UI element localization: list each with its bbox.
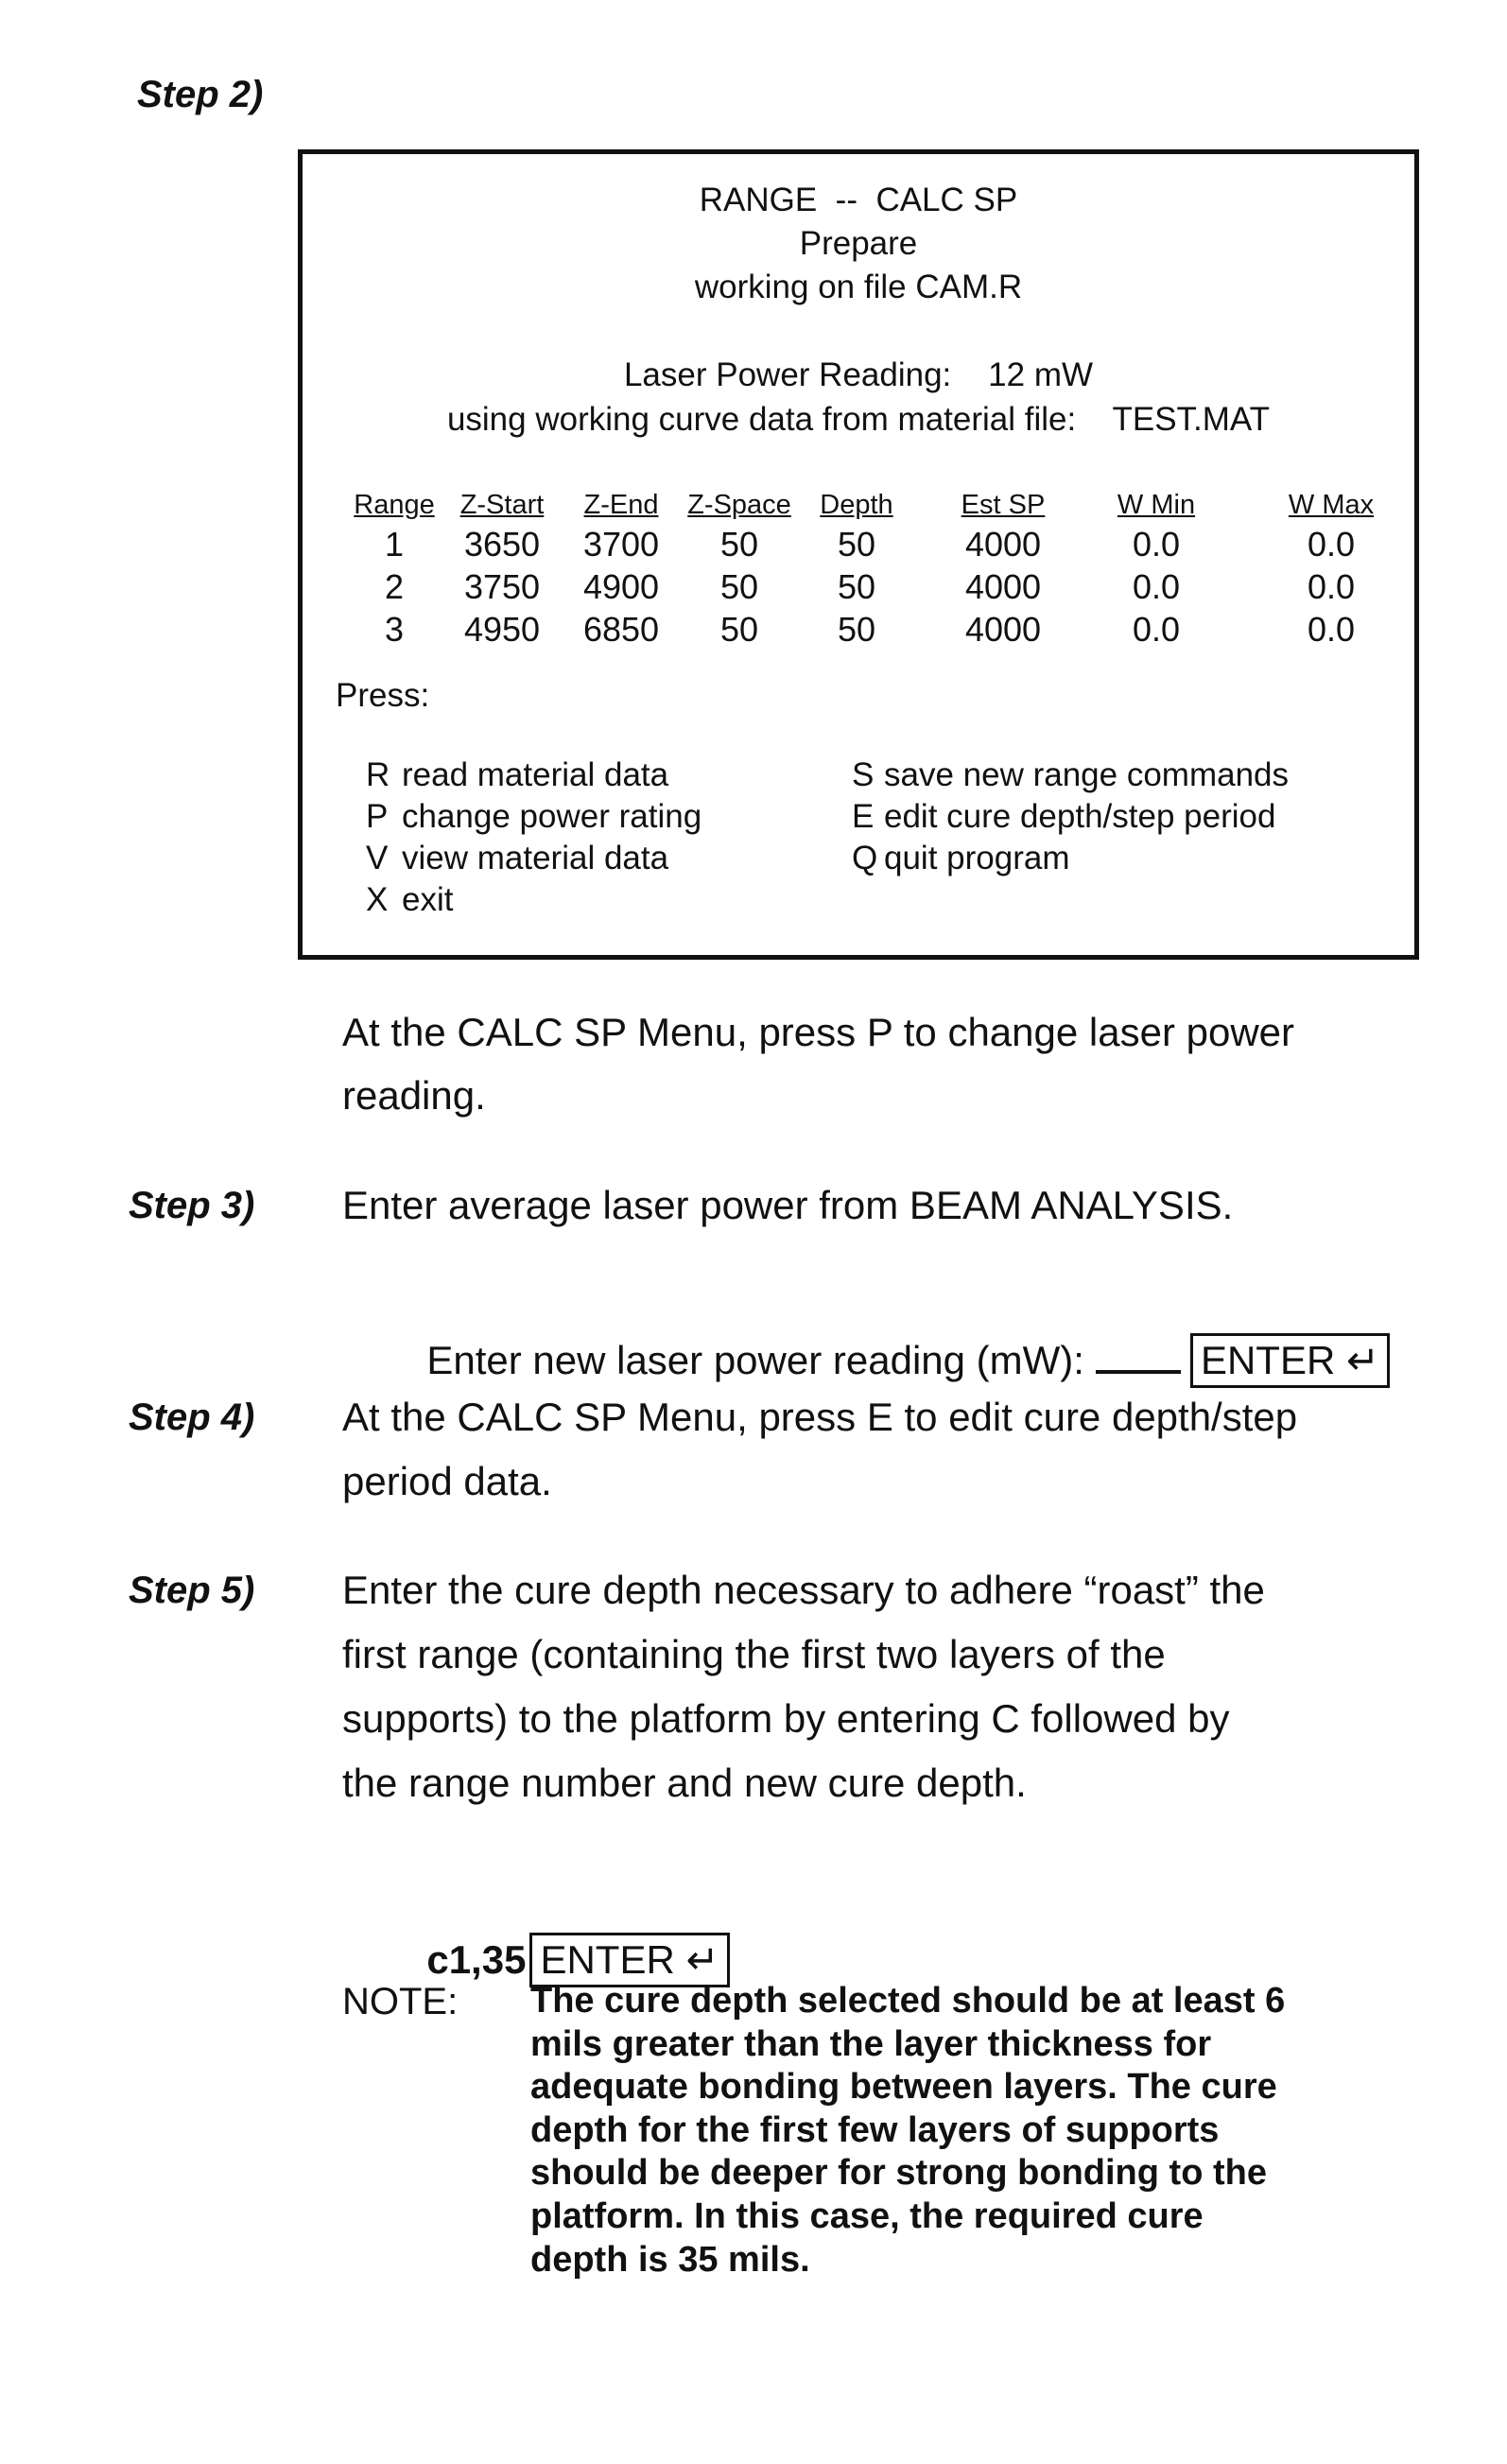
calc-sp-screen — [298, 149, 1419, 960]
menu-key[interactable]: X — [366, 880, 388, 920]
table-cell: 4950 — [464, 610, 540, 650]
enter-key[interactable]: ENTER ↵ — [529, 1933, 729, 1987]
step2-instruction-line2: reading. — [342, 1072, 486, 1119]
table-cell: 0.0 — [1133, 610, 1180, 650]
press-label: Press: — [336, 676, 429, 716]
menu-key[interactable]: Q — [852, 839, 877, 878]
screen-file-line: working on file CAM.R — [303, 268, 1414, 307]
table-cell: 4000 — [965, 567, 1041, 607]
step3-instruction: Enter average laser power from BEAM ANALYSIS. — [342, 1182, 1233, 1229]
material-file-line: using working curve data from material file: TEST.MAT — [303, 400, 1414, 440]
table-cell: 50 — [838, 610, 875, 650]
menu-item-label[interactable]: edit cure depth/step period — [884, 797, 1275, 837]
table-cell: 50 — [838, 567, 875, 607]
menu-item-label[interactable]: read material data — [402, 755, 668, 795]
note-line: adequate bonding between layers. The cure — [530, 2066, 1277, 2109]
column-header: Depth — [820, 489, 892, 521]
table-cell: 0.0 — [1308, 567, 1355, 607]
column-header: Z-End — [584, 489, 659, 521]
step5-line: the range number and new cure depth. — [342, 1760, 1027, 1807]
menu-item-label[interactable]: quit program — [884, 839, 1069, 878]
step2-instruction-line1: At the CALC SP Menu, press P to change laser power — [342, 1009, 1294, 1056]
column-header: W Max — [1289, 489, 1374, 521]
column-header: Est SP — [961, 489, 1046, 521]
table-cell: 1 — [385, 525, 404, 564]
table-cell: 4000 — [965, 610, 1041, 650]
step-3-label: Step 3) — [129, 1183, 254, 1228]
table-cell: 50 — [720, 567, 758, 607]
menu-item-label[interactable]: change power rating — [402, 797, 702, 837]
table-cell: 3 — [385, 610, 404, 650]
note-line: depth is 35 mils. — [530, 2239, 810, 2282]
step5-line: Enter the cure depth necessary to adhere “roast” the — [342, 1567, 1265, 1614]
screen-title: RANGE -- CALC SP — [303, 181, 1414, 220]
step-5-label: Step 5) — [129, 1568, 254, 1613]
command-entry — [405, 1885, 730, 1987]
table-cell: 4900 — [583, 567, 659, 607]
laser-power-prompt — [405, 1286, 1390, 1388]
table-cell: 50 — [720, 610, 758, 650]
table-cell: 0.0 — [1308, 525, 1355, 564]
step4-line1: At the CALC SP Menu, press E to edit cure depth/step — [342, 1394, 1297, 1441]
table-cell: 4000 — [965, 525, 1041, 564]
step4-line2: period data. — [342, 1458, 552, 1505]
note-line: depth for the first few layers of supports — [530, 2109, 1219, 2153]
menu-key[interactable]: R — [366, 755, 390, 795]
table-cell: 0.0 — [1308, 610, 1355, 650]
menu-item-label[interactable]: view material data — [402, 839, 668, 878]
enter-key[interactable]: ENTER ↵ — [1190, 1333, 1390, 1388]
table-cell: 0.0 — [1133, 525, 1180, 564]
column-header: W Min — [1117, 489, 1195, 521]
menu-key[interactable]: E — [852, 797, 874, 837]
table-cell: 6850 — [583, 610, 659, 650]
table-cell: 3650 — [464, 525, 540, 564]
menu-item-label[interactable]: save new range commands — [884, 755, 1289, 795]
table-cell: 50 — [838, 525, 875, 564]
command-text: c1,35 — [426, 1937, 526, 1982]
table-cell: 50 — [720, 525, 758, 564]
note-line: mils greater than the layer thickness for — [530, 2023, 1211, 2067]
note-line: should be deeper for strong bonding to the — [530, 2152, 1267, 2195]
step-2-label: Step 2) — [137, 72, 263, 117]
note-line: platform. In this case, the required cure — [530, 2195, 1204, 2239]
menu-item-label[interactable]: exit — [402, 880, 453, 920]
column-header: Range — [354, 489, 434, 521]
screen-subtitle: Prepare — [303, 224, 1414, 264]
step5-line: supports) to the platform by entering C followed by — [342, 1695, 1229, 1743]
table-cell: 0.0 — [1133, 567, 1180, 607]
table-cell: 2 — [385, 567, 404, 607]
menu-key[interactable]: P — [366, 797, 388, 837]
power-input-blank[interactable] — [1096, 1338, 1181, 1374]
column-header: Z-Space — [687, 489, 791, 521]
note-line: The cure depth selected should be at least 6 — [530, 1980, 1285, 2023]
laser-power-reading: Laser Power Reading: 12 mW — [303, 356, 1414, 395]
menu-key[interactable]: S — [852, 755, 874, 795]
step-4-label: Step 4) — [129, 1395, 254, 1440]
table-cell: 3700 — [583, 525, 659, 564]
table-cell: 3750 — [464, 567, 540, 607]
note-label: NOTE: — [342, 1978, 458, 2025]
column-header: Z-Start — [460, 489, 545, 521]
step5-line: first range (containing the first two layers of the — [342, 1631, 1166, 1678]
prompt-text: Enter new laser power reading (mW): — [426, 1338, 1084, 1382]
menu-key[interactable]: V — [366, 839, 388, 878]
